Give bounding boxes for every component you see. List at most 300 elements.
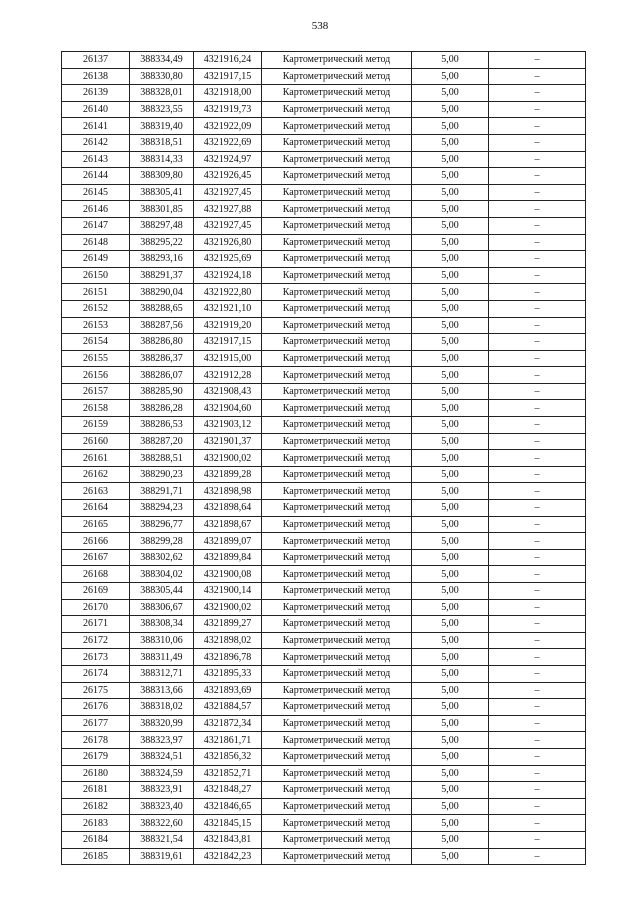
table-row [62, 151, 586, 168]
x-coordinate-cell: 388286,28 [130, 400, 194, 417]
method-cell: Картометрический метод [262, 251, 412, 268]
note-cell: – [489, 599, 586, 616]
point-number-cell: 26171 [62, 616, 130, 633]
table-row [62, 317, 586, 334]
table-row [62, 533, 586, 550]
method-cell: Картометрический метод [262, 267, 412, 284]
x-coordinate-cell: 388312,71 [130, 665, 194, 682]
method-cell: Картометрический метод [262, 118, 412, 135]
accuracy-cell: 5,00 [412, 400, 489, 417]
note-cell: – [489, 367, 586, 384]
point-number-cell: 26151 [62, 284, 130, 301]
y-coordinate-cell: 4321900,08 [194, 566, 262, 583]
y-coordinate-cell: 4321848,27 [194, 782, 262, 799]
y-coordinate-cell: 4321922,09 [194, 118, 262, 135]
accuracy-cell: 5,00 [412, 201, 489, 218]
table-row [62, 85, 586, 102]
x-coordinate-cell: 388311,49 [130, 649, 194, 666]
table-row [62, 417, 586, 434]
accuracy-cell: 5,00 [412, 300, 489, 317]
accuracy-cell: 5,00 [412, 118, 489, 135]
point-number-cell: 26150 [62, 267, 130, 284]
table-row [62, 334, 586, 351]
page-number: 538 [311, 20, 329, 32]
table-row [62, 782, 586, 799]
table-row [62, 699, 586, 716]
y-coordinate-cell: 4321921,10 [194, 300, 262, 317]
x-coordinate-cell: 388304,02 [130, 566, 194, 583]
x-coordinate-cell: 388328,01 [130, 85, 194, 102]
table-row [62, 732, 586, 749]
table-row [62, 134, 586, 151]
accuracy-cell: 5,00 [412, 433, 489, 450]
method-cell: Картометрический метод [262, 317, 412, 334]
note-cell: – [489, 400, 586, 417]
y-coordinate-cell: 4321926,80 [194, 234, 262, 251]
point-number-cell: 26170 [62, 599, 130, 616]
accuracy-cell: 5,00 [412, 815, 489, 832]
note-cell: – [489, 184, 586, 201]
table-row [62, 52, 586, 69]
method-cell: Картометрический метод [262, 616, 412, 633]
table-row [62, 483, 586, 500]
table-row [62, 101, 586, 118]
accuracy-cell: 5,00 [412, 748, 489, 765]
table-row [62, 400, 586, 417]
accuracy-cell: 5,00 [412, 566, 489, 583]
method-cell: Картометрический метод [262, 682, 412, 699]
accuracy-cell: 5,00 [412, 52, 489, 69]
y-coordinate-cell: 4321927,45 [194, 217, 262, 234]
point-number-cell: 26141 [62, 118, 130, 135]
y-coordinate-cell: 4321915,00 [194, 350, 262, 367]
note-cell: – [489, 782, 586, 799]
x-coordinate-cell: 388286,80 [130, 334, 194, 351]
accuracy-cell: 5,00 [412, 151, 489, 168]
note-cell: – [489, 699, 586, 716]
x-coordinate-cell: 388320,99 [130, 715, 194, 732]
y-coordinate-cell: 4321900,02 [194, 450, 262, 467]
y-coordinate-cell: 4321916,24 [194, 52, 262, 69]
accuracy-cell: 5,00 [412, 68, 489, 85]
accuracy-cell: 5,00 [412, 649, 489, 666]
x-coordinate-cell: 388288,51 [130, 450, 194, 467]
table-row [62, 848, 586, 865]
table-row [62, 168, 586, 185]
coordinates-table-body [62, 52, 586, 865]
method-cell: Картометрический метод [262, 400, 412, 417]
note-cell: – [489, 831, 586, 848]
table-row [62, 549, 586, 566]
note-cell: – [489, 251, 586, 268]
x-coordinate-cell: 388297,48 [130, 217, 194, 234]
x-coordinate-cell: 388322,60 [130, 815, 194, 832]
x-coordinate-cell: 388323,55 [130, 101, 194, 118]
table-row [62, 118, 586, 135]
x-coordinate-cell: 388287,56 [130, 317, 194, 334]
note-cell: – [489, 798, 586, 815]
note-cell: – [489, 201, 586, 218]
x-coordinate-cell: 388287,20 [130, 433, 194, 450]
table-row [62, 251, 586, 268]
x-coordinate-cell: 388293,16 [130, 251, 194, 268]
note-cell: – [489, 234, 586, 251]
method-cell: Картометрический метод [262, 284, 412, 301]
point-number-cell: 26158 [62, 400, 130, 417]
table-row [62, 632, 586, 649]
accuracy-cell: 5,00 [412, 549, 489, 566]
point-number-cell: 26182 [62, 798, 130, 815]
y-coordinate-cell: 4321895,33 [194, 665, 262, 682]
table-row [62, 350, 586, 367]
method-cell: Картометрический метод [262, 68, 412, 85]
y-coordinate-cell: 4321846,65 [194, 798, 262, 815]
table-row [62, 765, 586, 782]
note-cell: – [489, 583, 586, 600]
method-cell: Картометрический метод [262, 715, 412, 732]
note-cell: – [489, 450, 586, 467]
note-cell: – [489, 68, 586, 85]
accuracy-cell: 5,00 [412, 715, 489, 732]
x-coordinate-cell: 388286,37 [130, 350, 194, 367]
x-coordinate-cell: 388323,91 [130, 782, 194, 799]
y-coordinate-cell: 4321919,73 [194, 101, 262, 118]
note-cell: – [489, 748, 586, 765]
point-number-cell: 26162 [62, 466, 130, 483]
y-coordinate-cell: 4321922,80 [194, 284, 262, 301]
method-cell: Картометрический метод [262, 483, 412, 500]
accuracy-cell: 5,00 [412, 732, 489, 749]
accuracy-cell: 5,00 [412, 101, 489, 118]
x-coordinate-cell: 388305,41 [130, 184, 194, 201]
y-coordinate-cell: 4321922,69 [194, 134, 262, 151]
y-coordinate-cell: 4321845,15 [194, 815, 262, 832]
point-number-cell: 26183 [62, 815, 130, 832]
note-cell: – [489, 815, 586, 832]
point-number-cell: 26154 [62, 334, 130, 351]
note-cell: – [489, 682, 586, 699]
method-cell: Картометрический метод [262, 831, 412, 848]
method-cell: Картометрический метод [262, 516, 412, 533]
y-coordinate-cell: 4321927,45 [194, 184, 262, 201]
accuracy-cell: 5,00 [412, 782, 489, 799]
point-number-cell: 26156 [62, 367, 130, 384]
table-row [62, 599, 586, 616]
method-cell: Картометрический метод [262, 815, 412, 832]
y-coordinate-cell: 4321861,71 [194, 732, 262, 749]
accuracy-cell: 5,00 [412, 483, 489, 500]
x-coordinate-cell: 388296,77 [130, 516, 194, 533]
accuracy-cell: 5,00 [412, 665, 489, 682]
note-cell: – [489, 317, 586, 334]
point-number-cell: 26179 [62, 748, 130, 765]
table-row [62, 267, 586, 284]
x-coordinate-cell: 388330,80 [130, 68, 194, 85]
point-number-cell: 26144 [62, 168, 130, 185]
x-coordinate-cell: 388318,02 [130, 699, 194, 716]
point-number-cell: 26147 [62, 217, 130, 234]
table-row [62, 383, 586, 400]
point-number-cell: 26175 [62, 682, 130, 699]
accuracy-cell: 5,00 [412, 334, 489, 351]
y-coordinate-cell: 4321926,45 [194, 168, 262, 185]
accuracy-cell: 5,00 [412, 848, 489, 865]
accuracy-cell: 5,00 [412, 450, 489, 467]
accuracy-cell: 5,00 [412, 765, 489, 782]
accuracy-cell: 5,00 [412, 831, 489, 848]
point-number-cell: 26138 [62, 68, 130, 85]
y-coordinate-cell: 4321919,20 [194, 317, 262, 334]
y-coordinate-cell: 4321901,37 [194, 433, 262, 450]
accuracy-cell: 5,00 [412, 350, 489, 367]
x-coordinate-cell: 388290,23 [130, 466, 194, 483]
method-cell: Картометрический метод [262, 234, 412, 251]
x-coordinate-cell: 388306,67 [130, 599, 194, 616]
accuracy-cell: 5,00 [412, 583, 489, 600]
y-coordinate-cell: 4321898,67 [194, 516, 262, 533]
point-number-cell: 26166 [62, 533, 130, 550]
note-cell: – [489, 52, 586, 69]
y-coordinate-cell: 4321917,15 [194, 334, 262, 351]
note-cell: – [489, 649, 586, 666]
method-cell: Картометрический метод [262, 184, 412, 201]
accuracy-cell: 5,00 [412, 632, 489, 649]
method-cell: Картометрический метод [262, 168, 412, 185]
x-coordinate-cell: 388319,40 [130, 118, 194, 135]
x-coordinate-cell: 388301,85 [130, 201, 194, 218]
x-coordinate-cell: 388291,71 [130, 483, 194, 500]
note-cell: – [489, 715, 586, 732]
table-row [62, 682, 586, 699]
table-row [62, 184, 586, 201]
method-cell: Картометрический метод [262, 417, 412, 434]
point-number-cell: 26145 [62, 184, 130, 201]
note-cell: – [489, 267, 586, 284]
x-coordinate-cell: 388299,28 [130, 533, 194, 550]
y-coordinate-cell: 4321918,00 [194, 85, 262, 102]
method-cell: Картометрический метод [262, 134, 412, 151]
note-cell: – [489, 417, 586, 434]
note-cell: – [489, 118, 586, 135]
y-coordinate-cell: 4321924,97 [194, 151, 262, 168]
point-number-cell: 26184 [62, 831, 130, 848]
method-cell: Картометрический метод [262, 848, 412, 865]
note-cell: – [489, 732, 586, 749]
point-number-cell: 26140 [62, 101, 130, 118]
note-cell: – [489, 632, 586, 649]
y-coordinate-cell: 4321899,27 [194, 616, 262, 633]
table-row [62, 201, 586, 218]
x-coordinate-cell: 388286,53 [130, 417, 194, 434]
point-number-cell: 26168 [62, 566, 130, 583]
method-cell: Картометрический метод [262, 583, 412, 600]
method-cell: Картометрический метод [262, 101, 412, 118]
note-cell: – [489, 549, 586, 566]
x-coordinate-cell: 388308,34 [130, 616, 194, 633]
x-coordinate-cell: 388324,51 [130, 748, 194, 765]
y-coordinate-cell: 4321899,84 [194, 549, 262, 566]
method-cell: Картометрический метод [262, 334, 412, 351]
note-cell: – [489, 134, 586, 151]
method-cell: Картометрический метод [262, 367, 412, 384]
point-number-cell: 26153 [62, 317, 130, 334]
y-coordinate-cell: 4321896,78 [194, 649, 262, 666]
table-row [62, 566, 586, 583]
x-coordinate-cell: 388295,22 [130, 234, 194, 251]
y-coordinate-cell: 4321903,12 [194, 417, 262, 434]
accuracy-cell: 5,00 [412, 284, 489, 301]
y-coordinate-cell: 4321842,23 [194, 848, 262, 865]
note-cell: – [489, 284, 586, 301]
table-row [62, 367, 586, 384]
x-coordinate-cell: 388318,51 [130, 134, 194, 151]
accuracy-cell: 5,00 [412, 134, 489, 151]
note-cell: – [489, 334, 586, 351]
y-coordinate-cell: 4321898,64 [194, 500, 262, 517]
accuracy-cell: 5,00 [412, 267, 489, 284]
point-number-cell: 26173 [62, 649, 130, 666]
y-coordinate-cell: 4321898,02 [194, 632, 262, 649]
x-coordinate-cell: 388323,97 [130, 732, 194, 749]
method-cell: Картометрический метод [262, 665, 412, 682]
method-cell: Картометрический метод [262, 632, 412, 649]
table-row [62, 798, 586, 815]
method-cell: Картометрический метод [262, 732, 412, 749]
method-cell: Картометрический метод [262, 533, 412, 550]
table-row [62, 300, 586, 317]
accuracy-cell: 5,00 [412, 500, 489, 517]
method-cell: Картометрический метод [262, 782, 412, 799]
y-coordinate-cell: 4321843,81 [194, 831, 262, 848]
accuracy-cell: 5,00 [412, 234, 489, 251]
note-cell: – [489, 383, 586, 400]
note-cell: – [489, 217, 586, 234]
table-row [62, 516, 586, 533]
x-coordinate-cell: 388305,44 [130, 583, 194, 600]
note-cell: – [489, 151, 586, 168]
accuracy-cell: 5,00 [412, 317, 489, 334]
x-coordinate-cell: 388302,62 [130, 549, 194, 566]
y-coordinate-cell: 4321884,57 [194, 699, 262, 716]
note-cell: – [489, 85, 586, 102]
y-coordinate-cell: 4321852,71 [194, 765, 262, 782]
method-cell: Картометрический метод [262, 350, 412, 367]
accuracy-cell: 5,00 [412, 466, 489, 483]
table-row [62, 500, 586, 517]
point-number-cell: 26178 [62, 732, 130, 749]
point-number-cell: 26139 [62, 85, 130, 102]
method-cell: Картометрический метод [262, 699, 412, 716]
method-cell: Картометрический метод [262, 748, 412, 765]
point-number-cell: 26161 [62, 450, 130, 467]
table-row [62, 583, 586, 600]
table-row [62, 815, 586, 832]
point-number-cell: 26149 [62, 251, 130, 268]
method-cell: Картометрический метод [262, 798, 412, 815]
x-coordinate-cell: 388288,65 [130, 300, 194, 317]
table-row [62, 466, 586, 483]
x-coordinate-cell: 388309,80 [130, 168, 194, 185]
y-coordinate-cell: 4321899,07 [194, 533, 262, 550]
y-coordinate-cell: 4321900,02 [194, 599, 262, 616]
method-cell: Картометрический метод [262, 549, 412, 566]
method-cell: Картометрический метод [262, 85, 412, 102]
x-coordinate-cell: 388314,33 [130, 151, 194, 168]
table-row [62, 433, 586, 450]
x-coordinate-cell: 388286,07 [130, 367, 194, 384]
method-cell: Картометрический метод [262, 151, 412, 168]
point-number-cell: 26163 [62, 483, 130, 500]
point-number-cell: 26137 [62, 52, 130, 69]
method-cell: Картометрический метод [262, 300, 412, 317]
point-number-cell: 26143 [62, 151, 130, 168]
point-number-cell: 26142 [62, 134, 130, 151]
point-number-cell: 26185 [62, 848, 130, 865]
method-cell: Картометрический метод [262, 599, 412, 616]
point-number-cell: 26177 [62, 715, 130, 732]
accuracy-cell: 5,00 [412, 516, 489, 533]
x-coordinate-cell: 388290,04 [130, 284, 194, 301]
note-cell: – [489, 765, 586, 782]
x-coordinate-cell: 388310,06 [130, 632, 194, 649]
table-row [62, 234, 586, 251]
table-row [62, 649, 586, 666]
table-row [62, 748, 586, 765]
note-cell: – [489, 300, 586, 317]
point-number-cell: 26146 [62, 201, 130, 218]
accuracy-cell: 5,00 [412, 383, 489, 400]
x-coordinate-cell: 388294,23 [130, 500, 194, 517]
accuracy-cell: 5,00 [412, 367, 489, 384]
y-coordinate-cell: 4321872,34 [194, 715, 262, 732]
accuracy-cell: 5,00 [412, 699, 489, 716]
y-coordinate-cell: 4321917,15 [194, 68, 262, 85]
note-cell: – [489, 848, 586, 865]
note-cell: – [489, 350, 586, 367]
x-coordinate-cell: 388285,90 [130, 383, 194, 400]
point-number-cell: 26169 [62, 583, 130, 600]
method-cell: Картометрический метод [262, 500, 412, 517]
accuracy-cell: 5,00 [412, 85, 489, 102]
point-number-cell: 26176 [62, 699, 130, 716]
accuracy-cell: 5,00 [412, 616, 489, 633]
note-cell: – [489, 516, 586, 533]
table-row [62, 665, 586, 682]
point-number-cell: 26174 [62, 665, 130, 682]
point-number-cell: 26167 [62, 549, 130, 566]
method-cell: Картометрический метод [262, 450, 412, 467]
x-coordinate-cell: 388334,49 [130, 52, 194, 69]
y-coordinate-cell: 4321898,98 [194, 483, 262, 500]
note-cell: – [489, 566, 586, 583]
y-coordinate-cell: 4321908,43 [194, 383, 262, 400]
table-row [62, 68, 586, 85]
note-cell: – [489, 466, 586, 483]
accuracy-cell: 5,00 [412, 251, 489, 268]
table-row [62, 284, 586, 301]
method-cell: Картометрический метод [262, 433, 412, 450]
note-cell: – [489, 433, 586, 450]
point-number-cell: 26160 [62, 433, 130, 450]
table-row [62, 616, 586, 633]
table-row [62, 217, 586, 234]
x-coordinate-cell: 388321,54 [130, 831, 194, 848]
method-cell: Картометрический метод [262, 52, 412, 69]
point-number-cell: 26152 [62, 300, 130, 317]
method-cell: Картометрический метод [262, 217, 412, 234]
method-cell: Картометрический метод [262, 566, 412, 583]
method-cell: Картометрический метод [262, 383, 412, 400]
